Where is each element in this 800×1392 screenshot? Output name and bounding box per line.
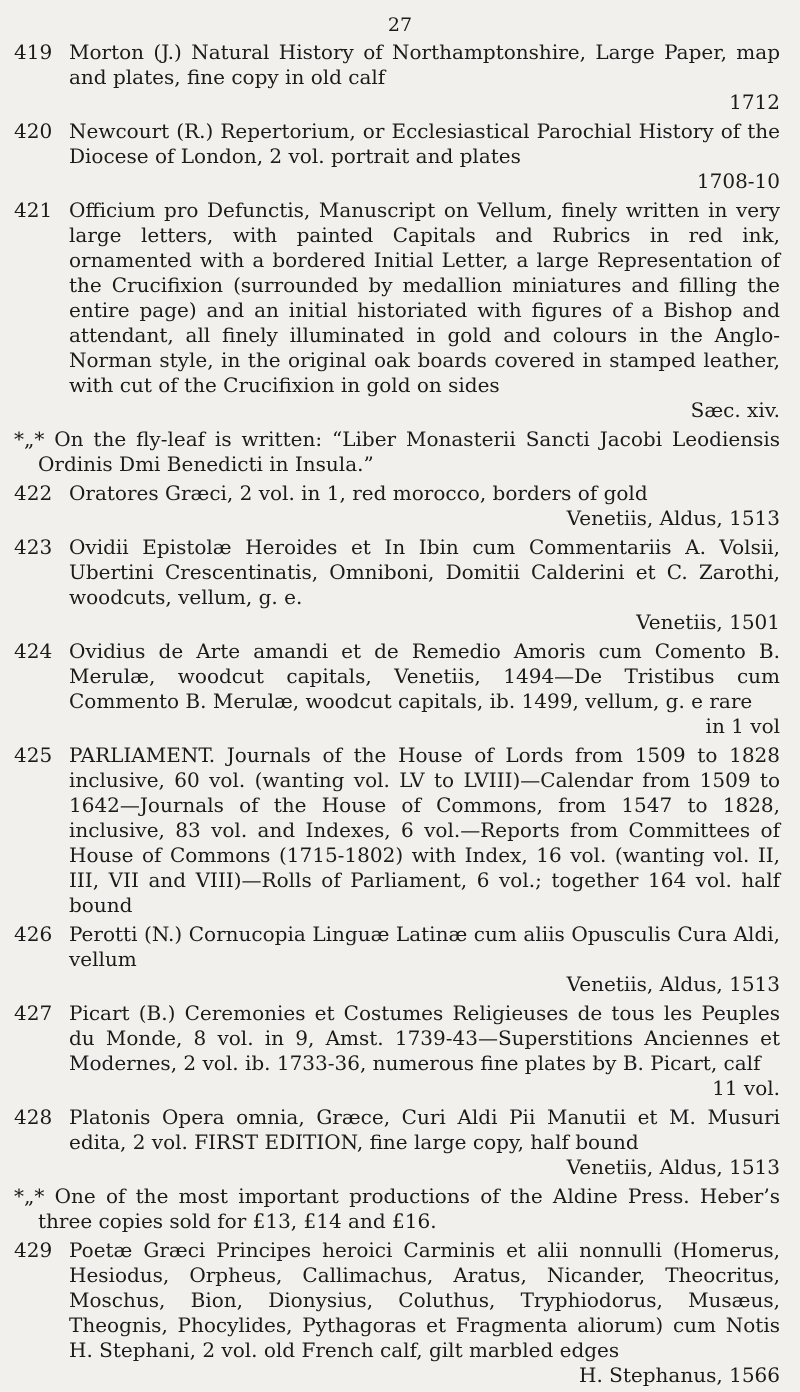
- entry-date: 1708-10: [696, 169, 780, 193]
- lot-number: 419: [14, 40, 53, 64]
- entry-text: Picart (B.) Ceremonies et Costumes Religieuses de tous les Peuples du Monde, 8 vol. in 9, Amst. 1739-43—Superstitions Anciennes et Modernes, 2 vol. ib. 1733-36, numerous fine plates by B. Picart, calf: [69, 1001, 780, 1075]
- entry-text: Ovidius de Arte amandi et de Remedio Amoris cum Comento B. Merulæ, woodcut capitals, Venetiis, 1494—De Tristibus cum Commento B. Merulæ, woodcut capitals, ib. 1499, vellum, g. e rare: [69, 639, 780, 713]
- catalogue-entry: [14, 1105, 780, 1180]
- lot-number: 427: [14, 1001, 53, 1025]
- entry-imprint: Venetiis, Aldus, 1513: [566, 506, 780, 530]
- catalogue-entry: [14, 119, 780, 194]
- entry-text: Officium pro Defunctis, Manuscript on Vellum, finely written in very large letters, with painted Capitals and Rubrics in red ink, ornamented with a bordered Initial Letter, a large Representation of the Crucifixion (surrounded by medallion miniatures and filling the entire page) and an initial historiated with figures of a Bishop and attendant, all finely illuminated in gold and colours in the Anglo-Norman style, in the original oak boards covered in stamped leather, with cut of the Crucifixion in gold on sides: [69, 198, 780, 397]
- entry-imprint: in 1 vol: [705, 714, 780, 738]
- catalogue-entry: [14, 1001, 780, 1101]
- lot-number: 420: [14, 119, 53, 143]
- entry-imprint: 11 vol.: [712, 1076, 780, 1100]
- catalogue-entry: [14, 40, 780, 115]
- catalogue-entries: [14, 40, 780, 1392]
- entry-date: Sæc. xiv.: [690, 398, 780, 422]
- catalogue-entry: [14, 922, 780, 997]
- catalogue-entry: [14, 198, 780, 423]
- entry-text: Oratores Græci, 2 vol. in 1, red morocco, borders of gold: [69, 481, 648, 505]
- entry-text: Poetæ Græci Principes heroici Carminis et alii nonnulli (Homerus, Hesiodus, Orpheus, Callimachus, Aratus, Nicander, Theocritus, Moschus, Bion, Dionysius, Coluthus, Tryphiodorus, Musæus, Theognis, Phocylides, Pythagoras et Fragmenta aliorum) cum Notis H. Stephani, 2 vol. old French calf, gilt marbled edges: [69, 1238, 780, 1362]
- entry-text: PARLIAMENT. Journals of the House of Lords from 1509 to 1828 inclusive, 60 vol. (wanting vol. LV to LVIII)—Calendar from 1509 to 1642—Journals of the House of Commons, from 1547 to 1828, inclusive, 83 vol. and Indexes, 6 vol.—Reports from Committees of House of Commons (1715-1802) with Index, 16 vol. (wanting vol. II, III, VII and VIII)—Rolls of Parliament, 6 vol.; together 164 vol. half bound: [69, 743, 780, 917]
- entry-date: 1712: [729, 90, 780, 114]
- catalogue-entry: [14, 1238, 780, 1388]
- entry-text: Platonis Opera omnia, Græce, Curi Aldi Pii Manutii et M. Musuri edita, 2 vol. FIRST EDITION, fine large copy, half bound: [69, 1105, 780, 1154]
- entry-imprint: Venetiis, 1501: [636, 610, 780, 634]
- entry-imprint: Venetiis, Aldus, 1513: [566, 1155, 780, 1179]
- lot-number: 426: [14, 922, 53, 946]
- lot-number: 425: [14, 743, 53, 767]
- catalogue-note: *„* One of the most important productions of the Aldine Press. Heber’s three copies sold for £13, £14 and £16.: [14, 1184, 780, 1233]
- lot-number: 423: [14, 535, 53, 559]
- lot-number: 429: [14, 1238, 53, 1262]
- catalogue-note: *„* On the fly-leaf is written: “Liber Monasterii Sancti Jacobi Leodiensis Ordinis Dmi Benedicti in Insula.”: [14, 427, 780, 476]
- lot-number: 422: [14, 481, 53, 505]
- entry-text: Ovidii Epistolæ Heroides et In Ibin cum Commentariis A. Volsii, Ubertini Crescentinatis, Omniboni, Domitii Calderini et C. Zarothi, woodcuts, vellum, g. e.: [69, 535, 780, 609]
- entry-imprint: H. Stephanus, 1566: [579, 1363, 780, 1387]
- catalogue-entry: [14, 639, 780, 739]
- entry-text: Morton (J.) Natural History of Northamptonshire, Large Paper, map and plates, fine copy in old calf: [69, 40, 780, 89]
- catalogue-entry: [14, 743, 780, 918]
- lot-number: 421: [14, 198, 53, 222]
- entry-text: Perotti (N.) Cornucopia Linguæ Latinæ cum aliis Opusculis Cura Aldi, vellum: [69, 922, 780, 971]
- entry-imprint: Venetiis, Aldus, 1513: [566, 972, 780, 996]
- page-number: 27: [387, 14, 413, 36]
- lot-number: 428: [14, 1105, 53, 1129]
- catalogue-entry: [14, 535, 780, 635]
- catalogue-entry: [14, 481, 780, 531]
- lot-number: 424: [14, 639, 53, 663]
- entry-text: Newcourt (R.) Repertorium, or Ecclesiastical Parochial History of the Diocese of London, 2 vol. portrait and plates: [69, 119, 780, 168]
